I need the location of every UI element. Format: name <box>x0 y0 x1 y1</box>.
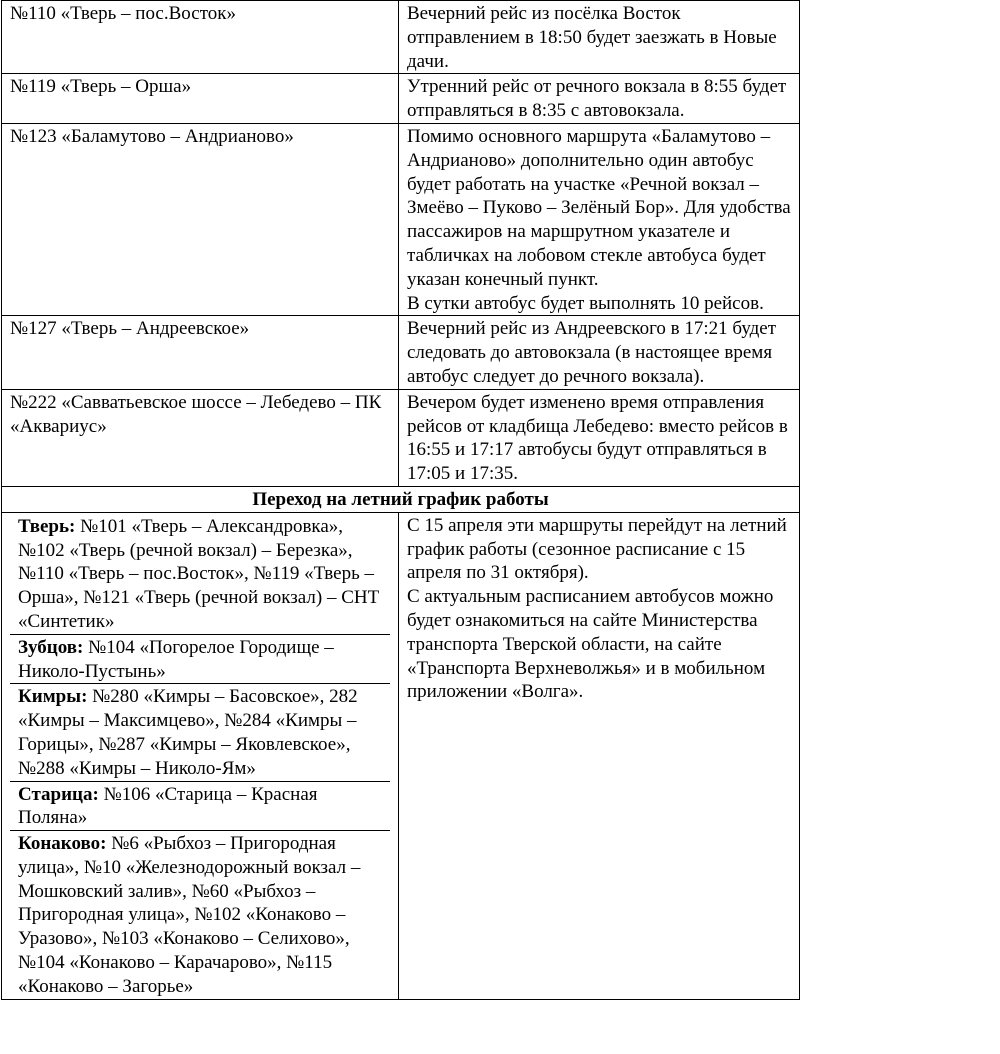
list-item <box>10 781 390 831</box>
schedule-changes-table <box>1 0 800 1000</box>
change-cell: Утренний рейс от речного вокзала в 8:55 будет отправляться в 8:35 с автовокзала. <box>399 74 800 124</box>
city-routes: №280 «Кимры – Басовское», 282 «Кимры – Максимцево», №284 «Кимры – Горицы», №287 «Кимры – Яковлевское», №288 «Кимры – Николо-Ям» <box>18 686 358 779</box>
route-cell: №123 «Баламутово – Андрианово» <box>2 123 399 315</box>
route-cell: №127 «Тверь – Андреевское» <box>2 316 399 389</box>
change-cell: Вечерний рейс из посёлка Восток отправлением в 18:50 будет заезжать в Новые дачи. <box>399 1 800 74</box>
table-row <box>2 1 800 74</box>
table-row <box>2 74 800 124</box>
change-text-extra: В сутки автобус будет выполнять 10 рейсов. <box>407 292 764 314</box>
summer-note-1: С 15 апреля эти маршруты перейдут на летний график работы (сезонное расписание с 15 апреля по 31 октября). <box>407 514 787 584</box>
section-header-row <box>2 486 800 512</box>
city-routes: №6 «Рыбхоз – Пригородная улица», №10 «Железнодорожный вокзал – Мошковский залив», №60 «Рыбхоз – Пригородная улица», №102 «Конаково – Уразово», №103 «Конаково – Селихово», №104 «Конаково – Карачарово», №115 «Конаково – Загорье» <box>18 833 361 997</box>
table-row <box>2 512 800 999</box>
summer-group-zubtsov <box>10 634 390 684</box>
route-cell: №110 «Тверь – пос.Восток» <box>2 1 399 74</box>
summer-routes-list <box>10 514 390 999</box>
summer-group-staritsa <box>10 781 390 831</box>
city-label: Зубцов: <box>18 636 84 658</box>
change-cell: Вечерний рейс из Андреевского в 17:21 будет следовать до автовокзала (в настоящее время автобус следует до речного вокзала). <box>399 316 800 389</box>
city-routes: №101 «Тверь – Александровка», №102 «Тверь (речной вокзал) – Березка», №110 «Тверь – пос.Восток», №119 «Тверь – Орша», №121 «Тверь (речной вокзал) – СНТ «Синтетик» <box>18 515 380 632</box>
summer-group-tver <box>10 514 390 634</box>
city-label: Тверь: <box>18 515 76 537</box>
table-row <box>2 123 800 315</box>
list-item <box>10 514 390 634</box>
summer-group-kimry <box>10 684 390 781</box>
summer-group-konakovo <box>10 831 390 999</box>
change-cell <box>399 123 800 315</box>
summer-note-2: С актуальным расписанием автобусов можно будет ознакомиться на сайте Министерства транспорта Тверской области, на сайте «Транспорта Верхневолжья» и в мобильном приложении «Волга». <box>407 586 774 703</box>
city-label: Старица: <box>18 783 99 805</box>
city-routes: №106 «Старица – Красная Поляна» <box>18 783 318 829</box>
city-routes: №104 «Погорелое Городище – Николо-Пустынь» <box>18 636 334 682</box>
section-heading: Переход на летний график работы <box>2 486 800 512</box>
table-row <box>2 316 800 389</box>
route-cell: №119 «Тверь – Орша» <box>2 74 399 124</box>
change-text: Помимо основного маршрута «Баламутово – Андрианово» дополнительно один автобус будет работать на участке «Речной вокзал – Змеёво – Пуково – Зелёный Бор». Для удобства пассажиров на маршрутном указателе и табличках на лобовом стекле автобуса будет указан конечный пункт. <box>407 125 791 290</box>
summer-note-cell <box>399 512 800 999</box>
city-label: Кимры: <box>18 686 88 708</box>
list-item <box>10 634 390 684</box>
list-item <box>10 684 390 781</box>
table-row <box>2 389 800 486</box>
list-item <box>10 831 390 999</box>
city-label: Конаково: <box>18 833 107 855</box>
change-cell: Вечером будет изменено время отправления рейсов от кладбища Лебедево: вместо рейсов в 16:55 и 17:17 автобусы будут отправляться в 17:05 и 17:35. <box>399 389 800 486</box>
route-cell: №222 «Савватьевское шоссе – Лебедево – ПК «Аквариус» <box>2 389 399 486</box>
summer-routes-cell <box>2 512 399 999</box>
